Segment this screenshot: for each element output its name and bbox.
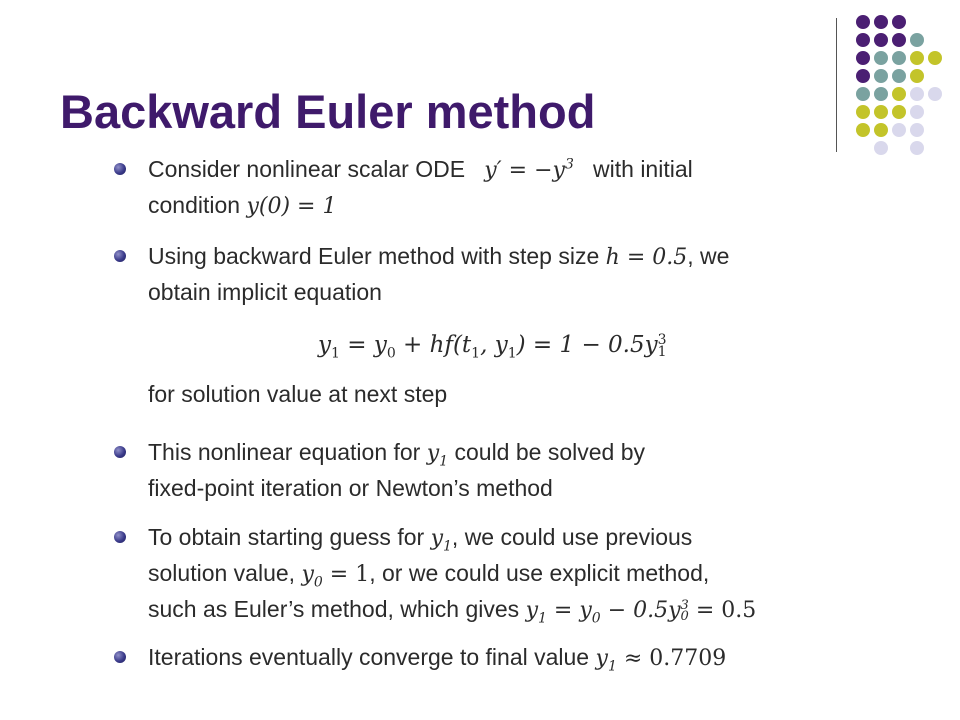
dot xyxy=(874,33,888,47)
dot xyxy=(856,51,870,65)
math-text: y xyxy=(525,598,538,623)
text-span: , we xyxy=(687,243,730,269)
dot xyxy=(874,105,888,119)
text-span: This nonlinear equation for xyxy=(148,439,421,465)
math-text: + hf(t xyxy=(395,332,472,358)
dot xyxy=(874,15,888,29)
slide-title: Backward Euler method xyxy=(60,85,596,138)
bullet-text xyxy=(148,239,908,309)
text-span: Consider nonlinear scalar ODE xyxy=(148,156,466,182)
dot xyxy=(892,33,906,47)
math-text: y xyxy=(426,441,440,466)
text-span: Iterations eventually converge to final value xyxy=(148,644,590,670)
math-sub: 0 xyxy=(386,345,396,362)
text-span: fixed-point iteration or Newton’s method xyxy=(148,475,553,501)
text-span: solution value, xyxy=(148,560,296,586)
math-text: = 0.5 xyxy=(688,598,757,623)
dot xyxy=(910,69,924,83)
math-sub: 1 xyxy=(607,658,617,675)
math-text: y xyxy=(301,562,314,587)
implicit-equation xyxy=(318,332,878,362)
bullet-text xyxy=(148,435,908,505)
bullet-icon xyxy=(114,163,126,175)
dot xyxy=(910,87,924,101)
math-text: ) = 1 − 0.5y xyxy=(516,332,658,358)
math-expression xyxy=(595,646,727,675)
math-sub: 0 xyxy=(680,609,689,624)
math-sub: 1 xyxy=(443,538,452,555)
math-text: − 0.5y xyxy=(600,598,681,623)
math-sub: 0 xyxy=(591,610,601,627)
dot xyxy=(856,87,870,101)
math-sub: 1 xyxy=(538,610,547,627)
math-text: = 1 xyxy=(322,562,370,587)
bullet-item xyxy=(118,435,908,505)
text-span: obtain implicit equation xyxy=(148,279,382,305)
math-text: y′ = −y xyxy=(484,158,565,183)
math-sup: 3 xyxy=(564,156,574,173)
math-sub: 1 xyxy=(507,345,517,362)
dot xyxy=(892,51,906,65)
dot xyxy=(892,15,906,29)
math-sub: 0 xyxy=(313,574,323,591)
continuation-text: for solution value at next step xyxy=(148,381,448,407)
dot xyxy=(910,33,924,47)
math-expression xyxy=(525,598,757,627)
bullet-item xyxy=(118,520,908,628)
math-expression xyxy=(301,562,370,591)
text-span: , we could use previous xyxy=(451,524,693,550)
text-span: To obtain starting guess for xyxy=(148,524,425,550)
dot xyxy=(856,15,870,29)
dot xyxy=(874,123,888,137)
dot xyxy=(856,33,870,47)
text-span: Using backward Euler method with step size xyxy=(148,243,600,269)
bullet-text xyxy=(148,152,908,224)
math-text: = y xyxy=(339,332,387,358)
math-text: ≈ 0.7709 xyxy=(616,646,727,671)
dot xyxy=(892,87,906,101)
math-sub: 1 xyxy=(657,344,667,360)
math-sup: 3 xyxy=(657,332,667,348)
bullet-item xyxy=(118,239,908,309)
dot xyxy=(856,123,870,137)
dot xyxy=(874,69,888,83)
math-expression: y(0) = 1 xyxy=(246,194,337,219)
bullet-item xyxy=(118,640,908,676)
math-text: y xyxy=(595,646,608,671)
math-text: = y xyxy=(546,598,592,623)
bullet-icon xyxy=(114,446,126,458)
text-span: such as Euler’s method, which gives xyxy=(148,596,520,622)
dot xyxy=(910,123,924,137)
math-sub: 1 xyxy=(439,453,449,470)
bullet-text xyxy=(148,640,908,676)
math-expression xyxy=(430,526,452,555)
math-expression xyxy=(484,158,574,183)
bullet-icon xyxy=(114,651,126,663)
math-text: y xyxy=(430,526,443,551)
dot xyxy=(892,123,906,137)
dot xyxy=(874,87,888,101)
dot xyxy=(910,51,924,65)
dot xyxy=(892,105,906,119)
dot xyxy=(910,105,924,119)
dot xyxy=(928,51,942,65)
text-span: , or we could use explicit method, xyxy=(369,560,710,586)
math-text: y xyxy=(318,332,331,358)
bullet-icon xyxy=(114,531,126,543)
dot xyxy=(910,141,924,155)
dot xyxy=(856,69,870,83)
math-sub: 1 xyxy=(471,345,481,362)
math-sup: 3 xyxy=(680,598,689,613)
text-span: could be solved by xyxy=(454,439,645,465)
dot xyxy=(928,87,942,101)
text-span: with initial xyxy=(593,156,693,182)
math-expression: h = 0.5 xyxy=(605,245,688,270)
dot xyxy=(856,105,870,119)
bullet-icon xyxy=(114,250,126,262)
math-expression xyxy=(426,441,449,470)
bullet-text xyxy=(148,520,908,628)
math-sub: 1 xyxy=(331,345,340,362)
text-span: condition xyxy=(148,192,241,218)
dot xyxy=(874,51,888,65)
decorative-divider xyxy=(836,18,837,152)
dot xyxy=(892,69,906,83)
math-text: , y xyxy=(480,332,508,358)
bullet-item xyxy=(118,152,908,224)
